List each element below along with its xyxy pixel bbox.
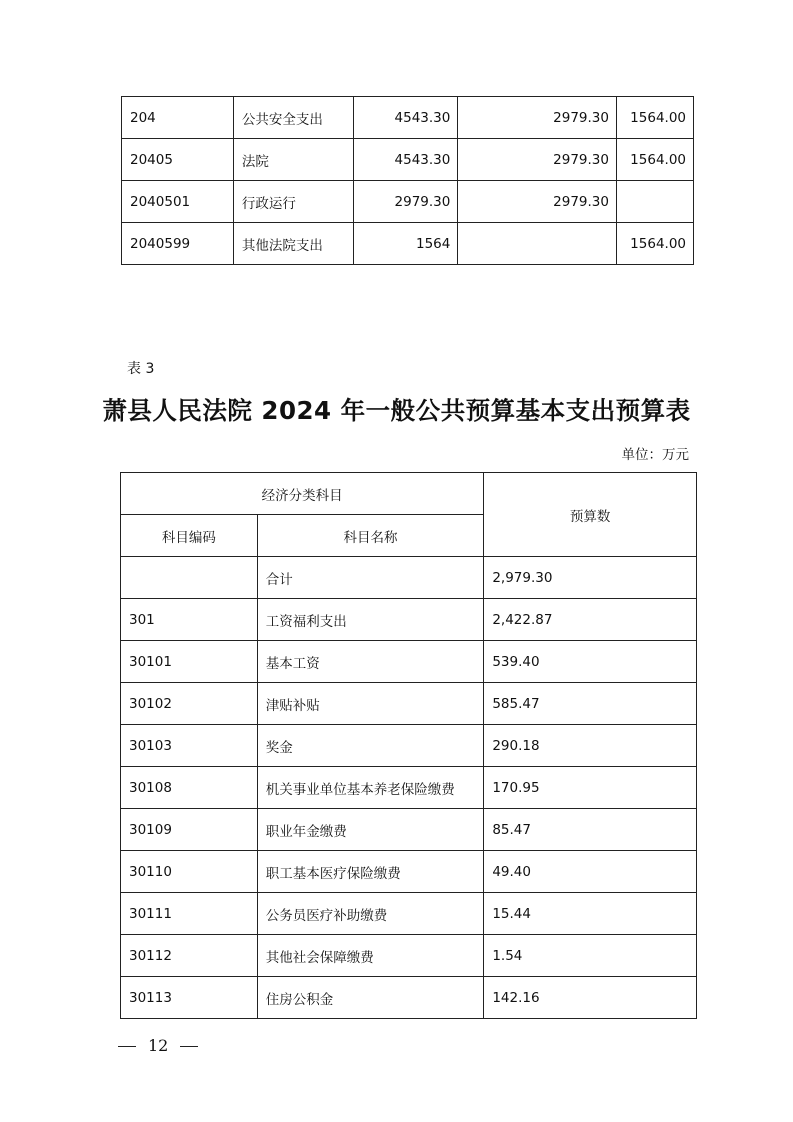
- table-row: [121, 977, 697, 1019]
- table-row: [121, 851, 697, 893]
- subject-name: 职工基本医疗保险缴费: [257, 851, 484, 893]
- basic-amount: [458, 223, 617, 265]
- total-amount: 1564: [354, 223, 458, 265]
- table-row: [121, 809, 697, 851]
- project-amount: [616, 181, 693, 223]
- page-number: 12: [148, 1036, 169, 1055]
- page-title: 萧县人民法院 2024 年一般公共预算基本支出预算表: [102, 396, 691, 425]
- table-row: [121, 599, 697, 641]
- table-row: [121, 641, 697, 683]
- subject-name: 工资福利支出: [257, 599, 484, 641]
- budget-amount: 170.95: [484, 767, 697, 809]
- budget-amount: 2,422.87: [484, 599, 697, 641]
- subject-code: 204: [122, 97, 234, 139]
- subject-code: 301: [121, 599, 258, 641]
- header-row: [121, 473, 697, 515]
- table-row: [121, 725, 697, 767]
- table-row: [121, 767, 697, 809]
- subject-name: 法院: [233, 139, 354, 181]
- subject-code: 30110: [121, 851, 258, 893]
- table-row: [122, 181, 694, 223]
- header-budget-amount: 预算数: [484, 473, 697, 557]
- header-economic-classification: 经济分类科目: [121, 473, 484, 515]
- expenditure-function-table: [121, 96, 694, 265]
- subject-code: 2040501: [122, 181, 234, 223]
- subject-name: 合计: [257, 557, 484, 599]
- project-amount: 1564.00: [616, 97, 693, 139]
- table-row: [121, 893, 697, 935]
- basic-amount: 2979.30: [458, 139, 617, 181]
- subject-name: 机关事业单位基本养老保险缴费: [257, 767, 484, 809]
- dash-left: [118, 1046, 136, 1047]
- subject-name: 公务员医疗补助缴费: [257, 893, 484, 935]
- total-amount: 4543.30: [354, 139, 458, 181]
- project-amount: 1564.00: [616, 139, 693, 181]
- table-row: [122, 97, 694, 139]
- table-row: [122, 223, 694, 265]
- subject-code: 30111: [121, 893, 258, 935]
- budget-amount: 142.16: [484, 977, 697, 1019]
- basic-amount: 2979.30: [458, 97, 617, 139]
- subject-name: 住房公积金: [257, 977, 484, 1019]
- budget-amount: 15.44: [484, 893, 697, 935]
- subject-code: 30101: [121, 641, 258, 683]
- subject-code: 30103: [121, 725, 258, 767]
- basic-expenditure-table: [120, 472, 697, 1019]
- table-caption: 表 3: [127, 361, 155, 377]
- subject-name: 其他社会保障缴费: [257, 935, 484, 977]
- page-footer: [118, 1036, 198, 1055]
- total-amount: 2979.30: [354, 181, 458, 223]
- subject-code: 30109: [121, 809, 258, 851]
- subject-name: 行政运行: [233, 181, 354, 223]
- subject-code: [121, 557, 258, 599]
- subject-name: 基本工资: [257, 641, 484, 683]
- header-subject-code: 科目编码: [121, 515, 258, 557]
- dash-right: [180, 1046, 198, 1047]
- subject-name: 公共安全支出: [233, 97, 354, 139]
- table-row: [121, 557, 697, 599]
- subject-name: 津贴补贴: [257, 683, 484, 725]
- subject-code: 30113: [121, 977, 258, 1019]
- unit-label: 单位：万元: [621, 447, 689, 463]
- budget-amount: 85.47: [484, 809, 697, 851]
- budget-amount: 2,979.30: [484, 557, 697, 599]
- subject-code: 30102: [121, 683, 258, 725]
- table-row: [122, 139, 694, 181]
- budget-amount: 49.40: [484, 851, 697, 893]
- basic-amount: 2979.30: [458, 181, 617, 223]
- subject-name: 其他法院支出: [233, 223, 354, 265]
- budget-amount: 539.40: [484, 641, 697, 683]
- project-amount: 1564.00: [616, 223, 693, 265]
- table-row: [121, 683, 697, 725]
- subject-name: 奖金: [257, 725, 484, 767]
- subject-code: 30108: [121, 767, 258, 809]
- total-amount: 4543.30: [354, 97, 458, 139]
- subject-code: 2040599: [122, 223, 234, 265]
- table-row: [121, 935, 697, 977]
- budget-amount: 290.18: [484, 725, 697, 767]
- subject-code: 30112: [121, 935, 258, 977]
- header-subject-name: 科目名称: [257, 515, 484, 557]
- budget-amount: 585.47: [484, 683, 697, 725]
- subject-code: 20405: [122, 139, 234, 181]
- budget-amount: 1.54: [484, 935, 697, 977]
- subject-name: 职业年金缴费: [257, 809, 484, 851]
